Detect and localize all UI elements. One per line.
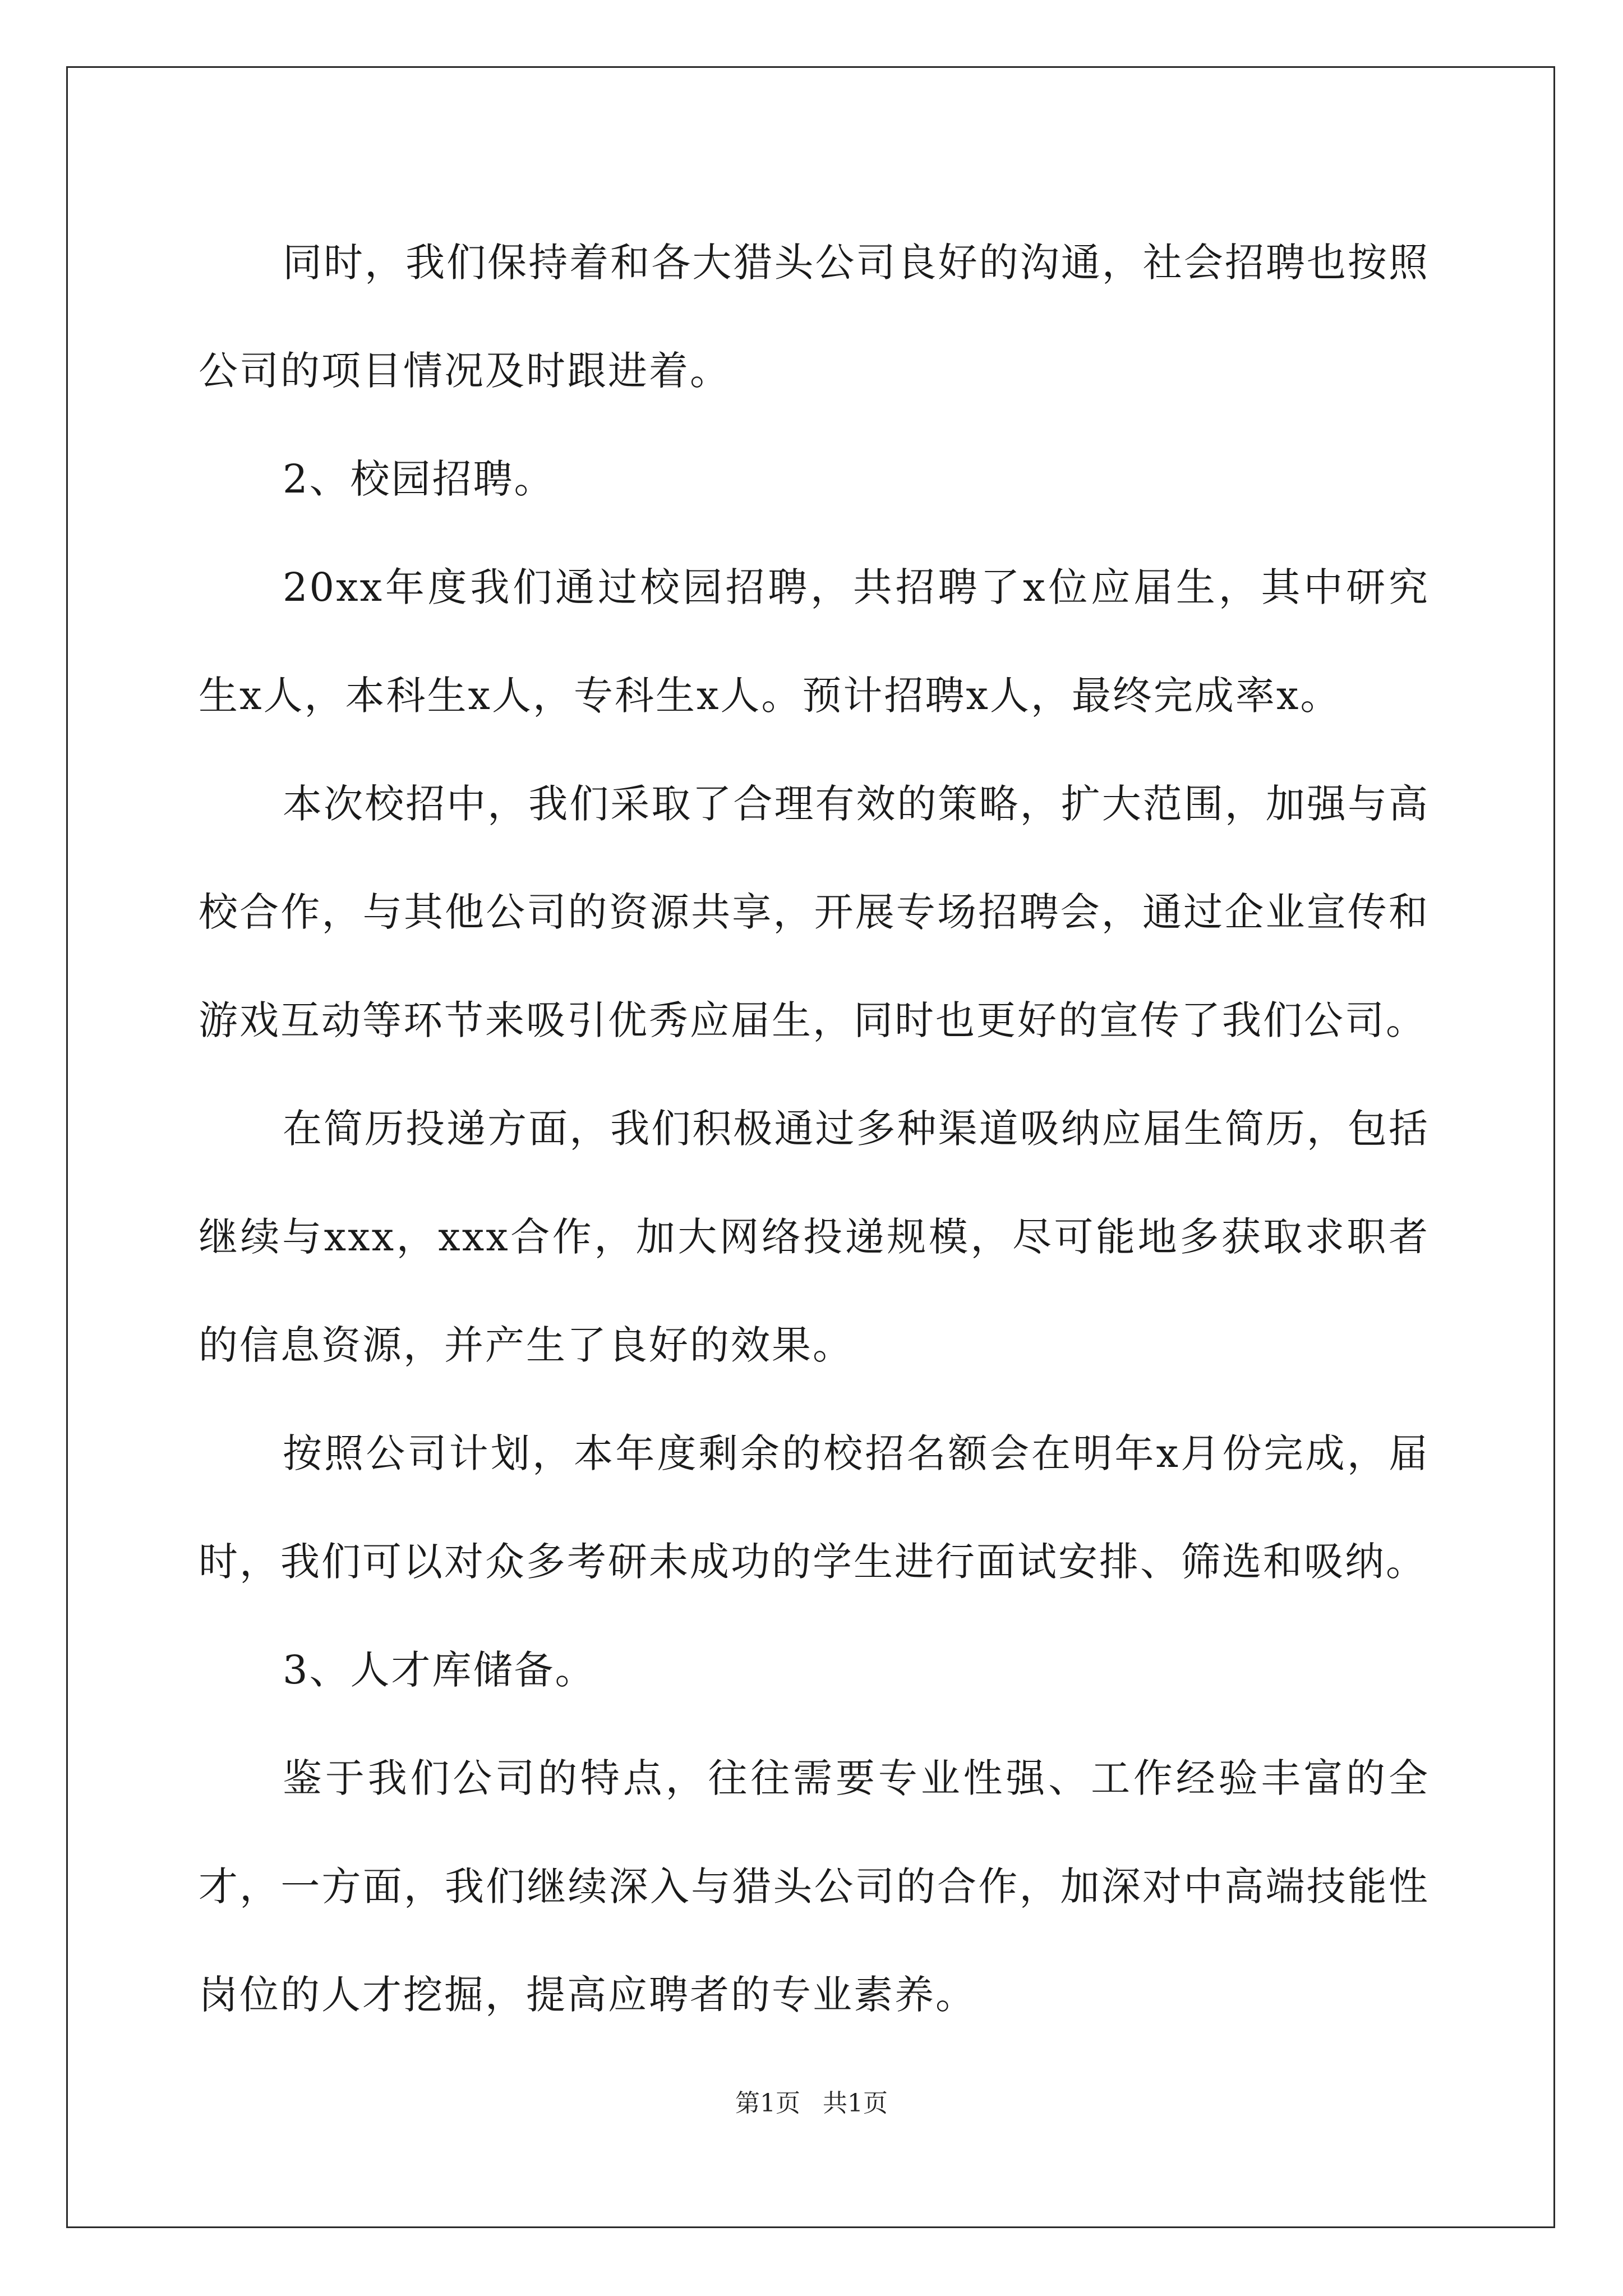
document-body: [199, 209, 1430, 2049]
page-number: 第1页: [735, 2089, 800, 2118]
paragraph-campus-strategy: 本次校招中，我们采取了合理有效的策略，扩大范围，加强与高校合作，与其他公司的资源共享，开展专场招聘会，通过企业宣传和游戏互动等环节来吸引优秀应届生，同时也更好的宣传了我们公司。: [199, 781, 1430, 1043]
page-total: 共1页: [823, 2089, 888, 2118]
page-footer: [0, 2087, 1623, 2120]
paragraph-campus-stats: 20xx年度我们通过校园招聘，共招聘了x位应届生，其中研究生x人，本科生x人，专科生x人。预计招聘x人，最终完成率x。: [199, 564, 1430, 719]
heading-talent-pool: 3、人才库储备。: [283, 1647, 596, 1693]
paragraph-remaining-quota: 按照公司计划，本年度剩余的校招名额会在明年x月份完成，届时，我们可以对众多考研未成功的学生进行面试安排、筛选和吸纳。: [199, 1430, 1430, 1585]
paragraph-resume-channels: 在简历投递方面，我们积极通过多种渠道吸纳应届生简历，包括继续与xxx，xxx合作，加大网络投递规模，尽可能地多获取求职者的信息资源，并产生了良好的效果。: [199, 1106, 1430, 1368]
heading-campus-recruiting: 2、校园招聘。: [283, 456, 555, 502]
paragraph-social-recruiting: 同时，我们保持着和各大猎头公司良好的沟通，社会招聘也按照公司的项目情况及时跟进着。: [199, 240, 1430, 394]
paragraph-talent-pool: 鉴于我们公司的特点，往往需要专业性强、工作经验丰富的全才，一方面，我们继续深入与猎头公司的合作，加深对中高端技能性岗位的人才挖掘，提高应聘者的专业素养。: [199, 1755, 1430, 2018]
